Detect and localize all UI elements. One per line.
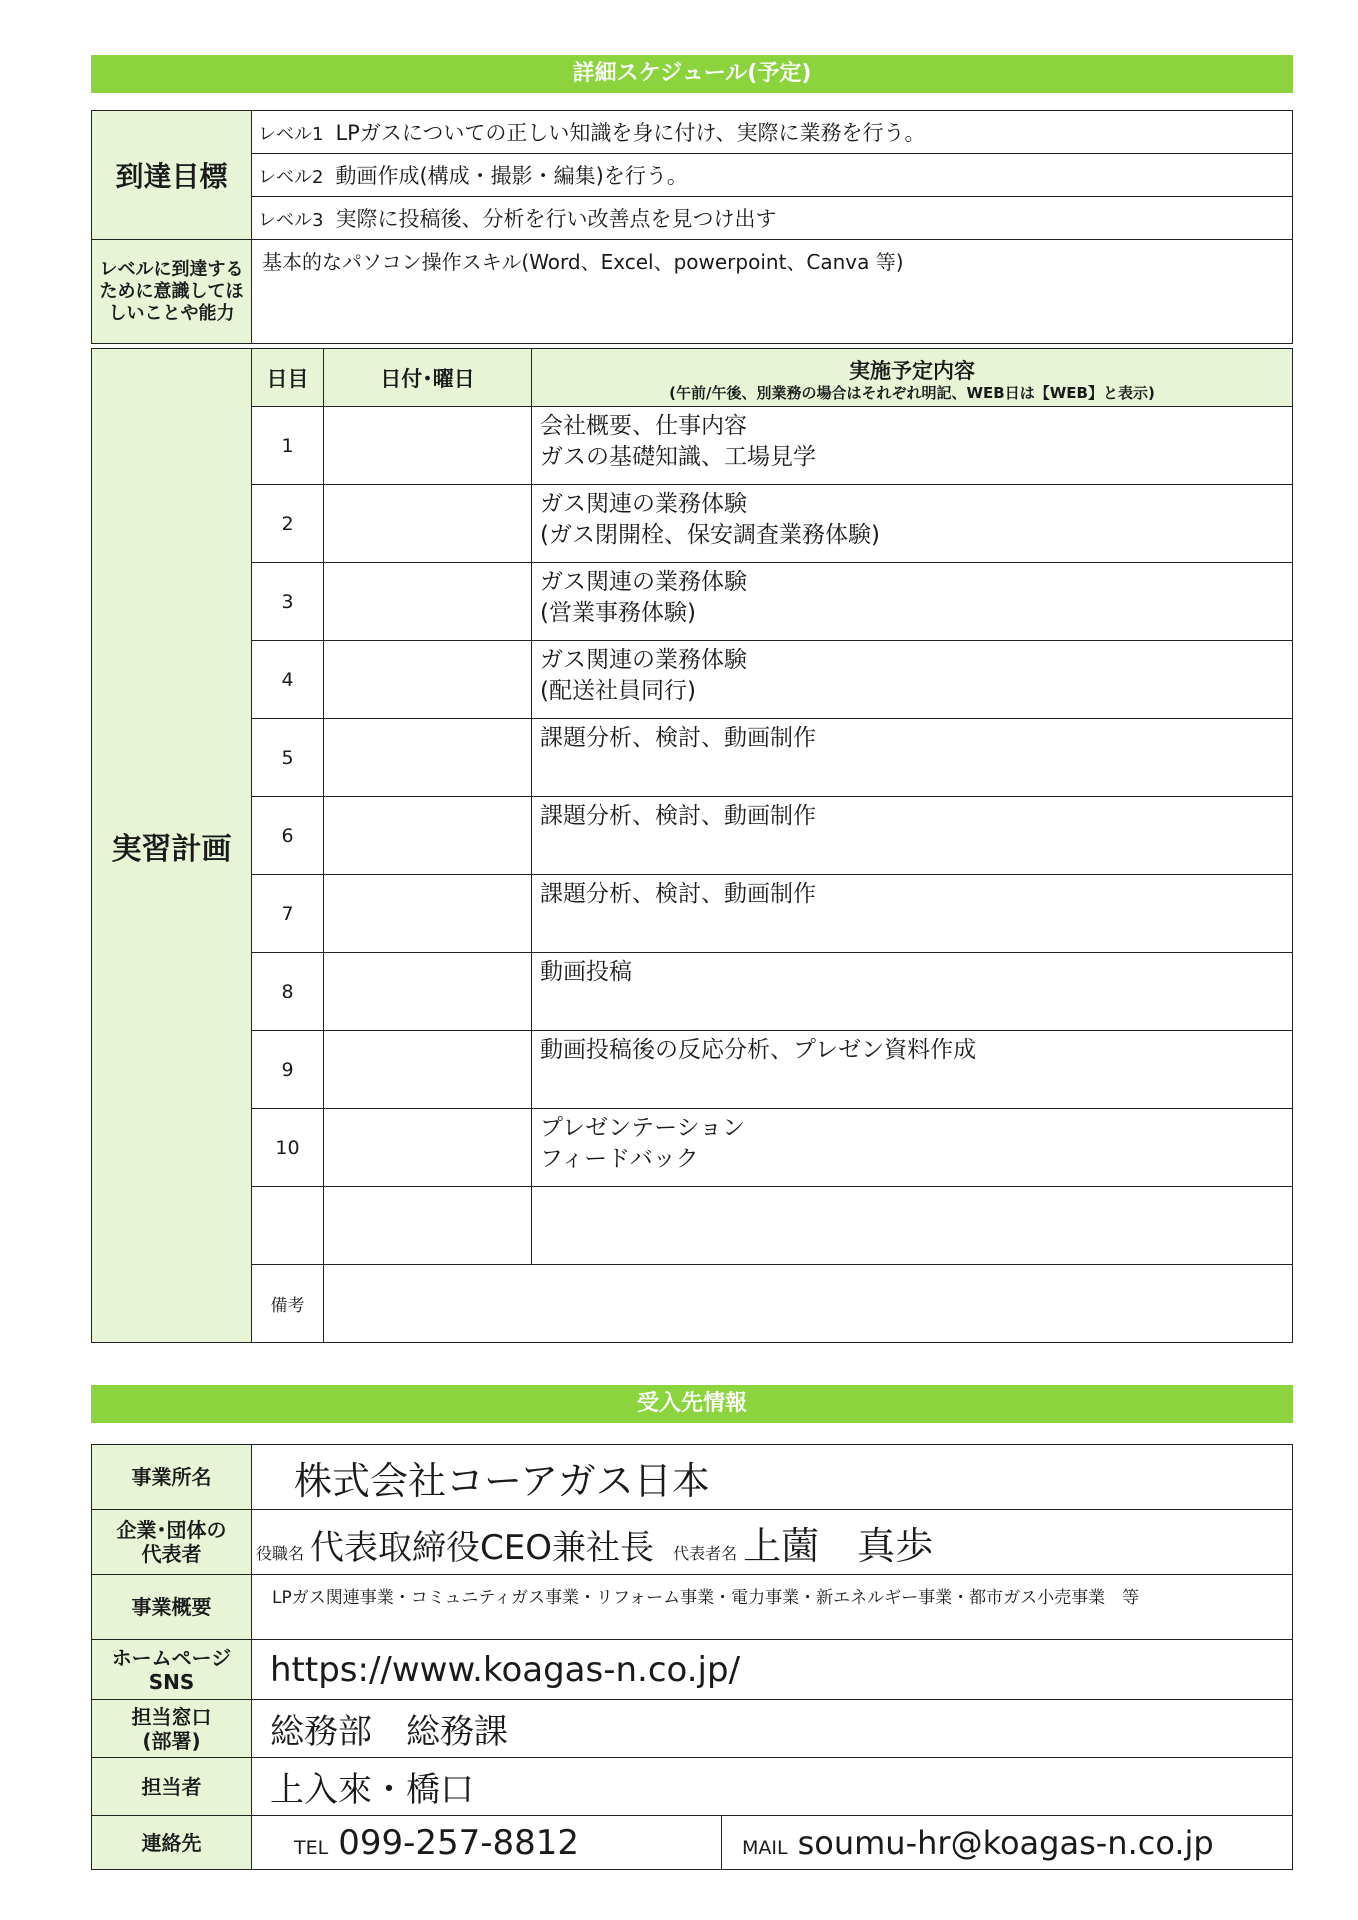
date-cell[interactable]	[324, 875, 532, 953]
table-row	[92, 407, 1293, 485]
day-number: 6	[252, 797, 324, 875]
rep-name: 上薗 真歩	[743, 1523, 934, 1568]
date-cell[interactable]	[324, 485, 532, 563]
table-row	[92, 1031, 1293, 1109]
date-cell[interactable]	[324, 1187, 532, 1265]
table-row	[92, 485, 1293, 563]
table-row	[92, 1109, 1293, 1187]
day-number	[252, 1187, 324, 1265]
header-date: 日付･曜日	[324, 349, 532, 407]
homepage-url[interactable]: https://www.koagas-n.co.jp/	[252, 1640, 1293, 1700]
schedule-banner: 詳細スケジュール(予定)	[91, 55, 1293, 93]
content-cell: ガス関連の業務体験 (配送社員同行)	[532, 641, 1293, 719]
goal-level-tag: レベル3	[258, 210, 324, 231]
goals-label: 到達目標	[92, 111, 252, 240]
table-row	[92, 1187, 1293, 1265]
rep-label: 企業･団体の 代表者	[92, 1510, 252, 1575]
goal-level-1	[252, 111, 1293, 154]
plan-table	[91, 348, 1293, 1343]
tel-label: TEL	[294, 1836, 329, 1859]
date-cell[interactable]	[324, 719, 532, 797]
company-banner: 受入先情報	[91, 1385, 1293, 1423]
date-cell[interactable]	[324, 1031, 532, 1109]
rep-cell	[252, 1510, 1293, 1575]
content-cell: 動画投稿	[532, 953, 1293, 1031]
table-row	[92, 641, 1293, 719]
goals-table	[91, 110, 1293, 344]
content-cell	[532, 1187, 1293, 1265]
goal-level-text: 実際に投稿後、分析を行い改善点を見つけ出す	[335, 207, 777, 231]
name-label: 事業所名	[92, 1445, 252, 1510]
goal-level-tag: レベル1	[258, 124, 324, 145]
goal-level-text: 動画作成(構成・撮影・編集)を行う。	[335, 164, 688, 188]
mail-cell	[722, 1816, 1293, 1870]
day-number: 4	[252, 641, 324, 719]
content-cell: ガス関連の業務体験 (営業事務体験)	[532, 563, 1293, 641]
table-row	[92, 563, 1293, 641]
day-number: 10	[252, 1109, 324, 1187]
day-number: 3	[252, 563, 324, 641]
day-number: 5	[252, 719, 324, 797]
contact-person: 上入來・橋口	[252, 1758, 1293, 1816]
content-cell: 会社概要、仕事内容 ガスの基礎知識、工場見学	[532, 407, 1293, 485]
header-content: 実施予定内容 (午前/午後、別業務の場合はそれぞれ明記、WEB日は【WEB】と表示)	[532, 349, 1293, 407]
date-cell[interactable]	[324, 797, 532, 875]
day-number: 1	[252, 407, 324, 485]
tel-number[interactable]: 099-257-8812	[338, 1822, 580, 1863]
dept-label: 担当窓口 (部署)	[92, 1700, 252, 1758]
goal-level-2	[252, 154, 1293, 197]
content-cell: 課題分析、検討、動画制作	[532, 875, 1293, 953]
date-cell[interactable]	[324, 641, 532, 719]
remarks-cell[interactable]	[324, 1265, 1293, 1343]
day-number: 2	[252, 485, 324, 563]
company-table	[91, 1444, 1293, 1870]
day-number: 8	[252, 953, 324, 1031]
goal-level-tag: レベル2	[258, 167, 324, 188]
homepage-label: ホームページ SNS	[92, 1640, 252, 1700]
day-number: 7	[252, 875, 324, 953]
skills-label: レベルに到達する ために意識してほ しいことや能力	[92, 240, 252, 344]
title-label: 役職名	[256, 1543, 305, 1563]
date-cell[interactable]	[324, 1109, 532, 1187]
header-day: 日目	[252, 349, 324, 407]
goal-level-3	[252, 197, 1293, 240]
remarks-label: 備考	[252, 1265, 324, 1343]
content-cell: 課題分析、検討、動画制作	[532, 797, 1293, 875]
person-label: 担当者	[92, 1758, 252, 1816]
mail-address[interactable]: soumu-hr@koagas-n.co.jp	[797, 1823, 1214, 1862]
content-cell: ガス関連の業務体験 (ガス閉開栓、保安調査業務体験)	[532, 485, 1293, 563]
skills-text: 基本的なパソコン操作スキル(Word、Excel、powerpoint、Canva 等)	[252, 240, 1293, 344]
date-cell[interactable]	[324, 407, 532, 485]
tel-cell	[252, 1816, 722, 1870]
rep-name-label: 代表者名	[673, 1543, 738, 1563]
content-cell: 課題分析、検討、動画制作	[532, 719, 1293, 797]
goal-level-text: LPガスについての正しい知識を身に付け、実際に業務を行う。	[335, 121, 926, 145]
company-name: 株式会社コーアガス日本	[252, 1445, 1293, 1510]
summary-label: 事業概要	[92, 1575, 252, 1640]
table-row	[92, 875, 1293, 953]
content-cell: プレゼンテーション フィードバック	[532, 1109, 1293, 1187]
table-row	[92, 797, 1293, 875]
plan-label: 実習計画	[92, 349, 252, 1343]
department: 総務部 総務課	[252, 1700, 1293, 1758]
day-number: 9	[252, 1031, 324, 1109]
business-summary: LPガス関連事業・コミュニティガス事業・リフォーム事業・電力事業・新エネルギー事業・都市ガス小売事業 等	[252, 1575, 1293, 1640]
table-row	[92, 719, 1293, 797]
date-cell[interactable]	[324, 953, 532, 1031]
header-content-note: (午前/午後、別業務の場合はそれぞれ明記、WEB日は【WEB】と表示)	[669, 383, 1155, 402]
table-row	[92, 953, 1293, 1031]
contact-label: 連絡先	[92, 1816, 252, 1870]
remarks-row	[92, 1265, 1293, 1343]
content-cell: 動画投稿後の反応分析、プレゼン資料作成	[532, 1031, 1293, 1109]
mail-label: MAIL	[742, 1836, 788, 1859]
date-cell[interactable]	[324, 563, 532, 641]
rep-title: 代表取締役CEO兼社長	[310, 1527, 654, 1568]
